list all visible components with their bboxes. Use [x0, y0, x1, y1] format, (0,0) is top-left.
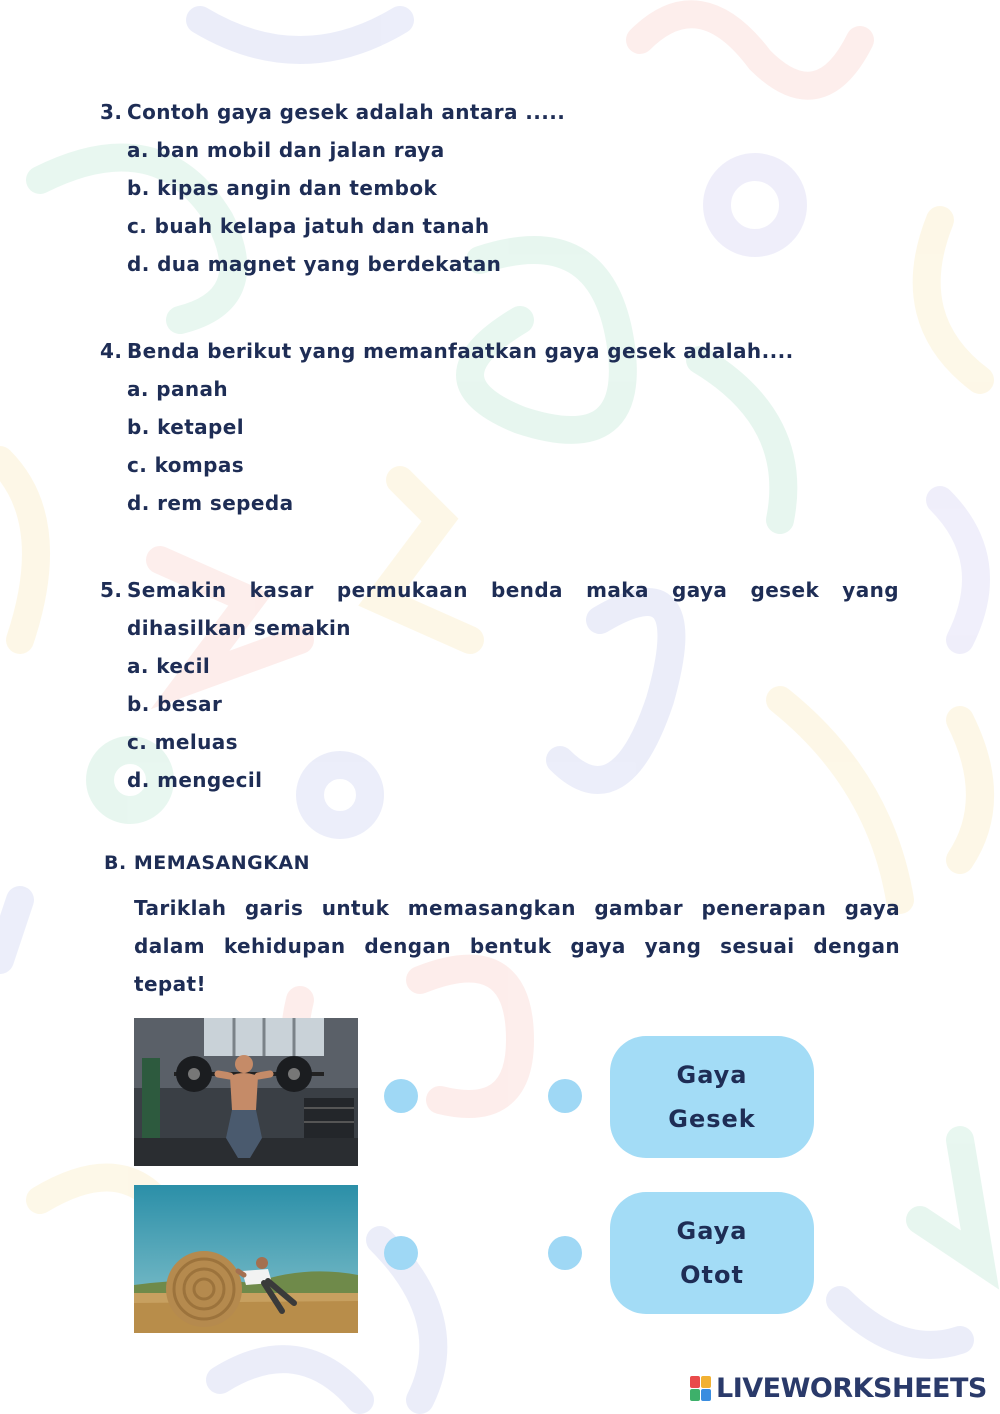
question-5-option-a[interactable]: a. kecil [127, 654, 211, 678]
connector-dot-right-1[interactable] [548, 1079, 582, 1113]
question-4-text: Benda berikut yang memanfaatkan gaya gesek adalah.... [127, 339, 794, 363]
question-5-option-c[interactable]: c. meluas [127, 730, 238, 754]
question-5-text-line1: Semakin kasar permukaan benda maka gaya gesek yang [127, 578, 899, 602]
answer-1-line1: Gaya [676, 1061, 748, 1089]
question-4-option-a[interactable]: a. panah [127, 377, 229, 401]
connector-dot-right-2[interactable] [548, 1236, 582, 1270]
liveworksheets-logo [690, 1373, 987, 1404]
question-4-option-c[interactable]: c. kompas [127, 453, 245, 477]
section-b-title: B. MEMASANGKAN [104, 852, 311, 874]
question-4-option-b[interactable]: b. ketapel [127, 415, 244, 439]
question-3-number: 3. [100, 100, 123, 124]
question-4-stem [100, 332, 794, 370]
section-b-instruction-line1: Tariklah garis untuk memasangkan gambar penerapan gaya [134, 896, 900, 920]
question-3-option-a[interactable]: a. ban mobil dan jalan raya [127, 138, 445, 162]
question-3-option-d[interactable]: d. dua magnet yang berdekatan [127, 252, 502, 276]
question-4-option-d[interactable]: d. rem sepeda [127, 491, 294, 515]
weightlifter-photo [134, 1018, 358, 1166]
section-b-instruction-line2: dalam kehidupan dengan bentuk gaya yang sesuai dengan [134, 934, 900, 958]
question-5-text-line2: dihasilkan semakin [127, 616, 351, 640]
question-5-option-b[interactable]: b. besar [127, 692, 223, 716]
liveworksheets-logo-text: LIVEWORKSHEETS [716, 1373, 987, 1404]
hay-bale-push-photo [134, 1185, 358, 1333]
question-5-option-d[interactable]: d. mengecil [127, 768, 263, 792]
answer-gaya-otot[interactable] [610, 1192, 814, 1314]
answer-2-line1: Gaya [676, 1217, 748, 1245]
question-5-number: 5. [100, 578, 123, 602]
answer-1-line2: Gesek [668, 1105, 756, 1133]
question-5-stem [100, 571, 127, 609]
question-3-option-c[interactable]: c. buah kelapa jatuh dan tanah [127, 214, 490, 238]
question-4-number: 4. [100, 339, 123, 363]
question-3-text: Contoh gaya gesek adalah antara ..... [127, 100, 566, 124]
answer-gaya-gesek[interactable] [610, 1036, 814, 1158]
answer-2-line2: Otot [680, 1261, 744, 1289]
question-3-stem [100, 93, 565, 131]
liveworksheets-logo-icon [690, 1376, 712, 1402]
section-b-instruction-line3: tepat! [134, 972, 207, 996]
question-3-option-b[interactable]: b. kipas angin dan tembok [127, 176, 438, 200]
connector-dot-left-1[interactable] [384, 1079, 418, 1113]
connector-dot-left-2[interactable] [384, 1236, 418, 1270]
